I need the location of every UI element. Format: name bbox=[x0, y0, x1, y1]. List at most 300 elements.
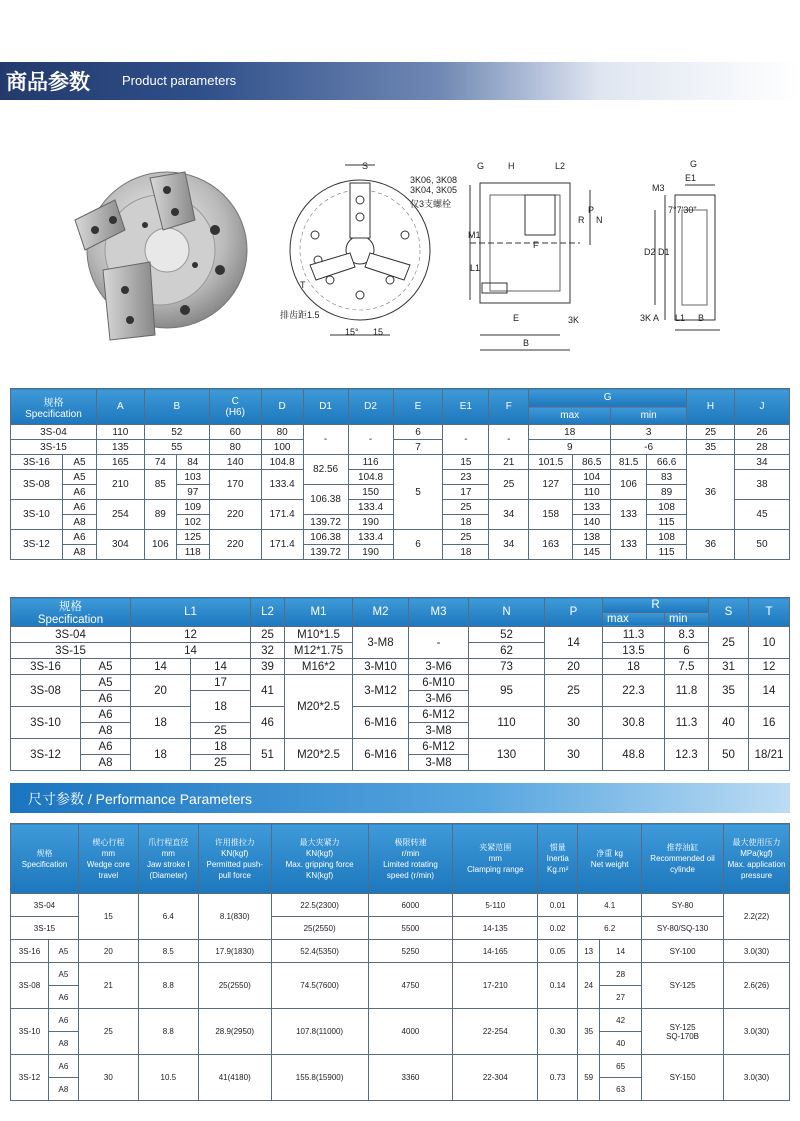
cell: 89 bbox=[144, 500, 176, 530]
cell: 25(2550) bbox=[198, 963, 271, 1009]
cell: 48.8 bbox=[603, 739, 665, 771]
cell: 22-304 bbox=[453, 1055, 538, 1101]
cell: 32 bbox=[251, 643, 285, 659]
variant-cell: A5 bbox=[81, 675, 131, 691]
cell: 12 bbox=[749, 659, 790, 675]
cell: 13.5 bbox=[603, 643, 665, 659]
cell: 106 bbox=[611, 470, 647, 500]
dim-label: 7°7'30" bbox=[668, 205, 697, 215]
cell: 106.38 bbox=[303, 485, 348, 515]
cell: 3 bbox=[611, 425, 687, 440]
dim-label: L1 bbox=[675, 313, 686, 323]
cell: 13 bbox=[578, 940, 600, 963]
cell: 116 bbox=[348, 455, 393, 470]
spec-cell: 3S-04 bbox=[11, 425, 97, 440]
cell: 8.5 bbox=[138, 940, 198, 963]
cell: 63 bbox=[600, 1078, 642, 1101]
cell: 145 bbox=[573, 545, 611, 560]
cell: 8.8 bbox=[138, 963, 198, 1009]
cell: 3360 bbox=[368, 1055, 453, 1101]
cell: 133 bbox=[573, 500, 611, 515]
cell: 2.2(22) bbox=[724, 894, 790, 940]
dim-label: H bbox=[508, 161, 515, 171]
cell: 18 bbox=[529, 425, 611, 440]
cell: 18 bbox=[443, 545, 489, 560]
cell: 14 bbox=[749, 675, 790, 707]
cell: 65 bbox=[600, 1055, 642, 1078]
cell: 0.14 bbox=[538, 963, 578, 1009]
cell: 21 bbox=[489, 455, 529, 470]
cell: 106.38 bbox=[303, 530, 348, 545]
cell: 101.5 bbox=[529, 455, 573, 470]
cell: 10.5 bbox=[138, 1055, 198, 1101]
cell: 41 bbox=[251, 675, 285, 707]
cell: 7.5 bbox=[665, 659, 709, 675]
cell: 14 bbox=[600, 940, 642, 963]
spec-cell: 3S-10 bbox=[11, 1009, 49, 1055]
cell: 6.4 bbox=[138, 894, 198, 940]
cell: 0.73 bbox=[538, 1055, 578, 1101]
dimensions-table-1 bbox=[10, 388, 790, 560]
variant-cell: A8 bbox=[81, 755, 131, 771]
cell: 118 bbox=[176, 545, 209, 560]
cell: 5250 bbox=[368, 940, 453, 963]
col-subheader: min bbox=[611, 407, 687, 425]
spec-cell: 3S-16 bbox=[11, 659, 81, 675]
cell: M20*2.5 bbox=[285, 739, 353, 771]
cell: 6-M12 bbox=[409, 739, 469, 755]
col-header: M3 bbox=[409, 598, 469, 627]
cell: 304 bbox=[96, 530, 144, 560]
cell: 171.4 bbox=[261, 500, 303, 530]
spec-cell: 3S-10 bbox=[11, 500, 63, 530]
col-header: J bbox=[734, 389, 789, 425]
cell: 18 bbox=[131, 707, 191, 739]
variant-cell: A8 bbox=[48, 1032, 78, 1055]
cell: 135 bbox=[96, 440, 144, 455]
cell: 110 bbox=[469, 707, 545, 739]
col-header: M1 bbox=[285, 598, 353, 627]
cell: 22.5(2300) bbox=[271, 894, 368, 917]
cell: 41(4180) bbox=[198, 1055, 271, 1101]
dim-label: 3K bbox=[568, 315, 580, 325]
cell: 12 bbox=[131, 627, 251, 643]
cell: 46 bbox=[251, 707, 285, 739]
cell: 51 bbox=[251, 739, 285, 771]
cell: 3.0(30) bbox=[724, 1009, 790, 1055]
col-header: 夹紧范围 mm Clamping range bbox=[453, 824, 538, 894]
cell: - bbox=[489, 425, 529, 455]
technical-drawings bbox=[270, 155, 790, 365]
cell: 18 bbox=[443, 515, 489, 530]
cell: 220 bbox=[209, 530, 261, 560]
cell: 171.4 bbox=[261, 530, 303, 560]
cell: 104.8 bbox=[261, 455, 303, 470]
cell: M12*1.75 bbox=[285, 643, 353, 659]
cell: 27 bbox=[600, 986, 642, 1009]
col-header: D2 bbox=[348, 389, 393, 425]
cell: 36 bbox=[687, 455, 735, 530]
spec-cell: 3S-12 bbox=[11, 530, 63, 560]
cell: 25 bbox=[191, 755, 251, 771]
cell: 5500 bbox=[368, 917, 453, 940]
cell: 6.2 bbox=[578, 917, 642, 940]
cell: 73 bbox=[469, 659, 545, 675]
variant-cell: A8 bbox=[81, 723, 131, 739]
spec-cell: 3S-04 bbox=[11, 627, 131, 643]
cell: 2.6(26) bbox=[724, 963, 790, 1009]
cell: 8.1(830) bbox=[198, 894, 271, 940]
cell: 38 bbox=[734, 470, 789, 500]
cell: 165 bbox=[96, 455, 144, 470]
cell: 18 bbox=[131, 739, 191, 771]
col-header: C (H6) bbox=[209, 389, 261, 425]
variant-cell: A6 bbox=[48, 1055, 78, 1078]
dim-label: P bbox=[588, 205, 595, 215]
cell: 30.8 bbox=[603, 707, 665, 739]
col-header: P bbox=[545, 598, 603, 627]
cell: - bbox=[409, 627, 469, 659]
col-subheader: min bbox=[665, 612, 709, 627]
cell: 60 bbox=[209, 425, 261, 440]
dim-label: B bbox=[523, 338, 530, 348]
cell: 14-165 bbox=[453, 940, 538, 963]
cell: 39 bbox=[251, 659, 285, 675]
cell: 80 bbox=[209, 440, 261, 455]
col-header: 净重 kg Net weight bbox=[578, 824, 642, 894]
variant-cell: A6 bbox=[81, 707, 131, 723]
dim-label: M3 bbox=[652, 183, 665, 193]
cell: 3.0(30) bbox=[724, 1055, 790, 1101]
col-header: G bbox=[529, 389, 687, 407]
cell: 108 bbox=[647, 500, 687, 515]
cell: 133.4 bbox=[348, 530, 393, 545]
cell: 21 bbox=[78, 963, 138, 1009]
cell: 138 bbox=[573, 530, 611, 545]
dim-label: L2 bbox=[555, 161, 566, 171]
dim-label: T bbox=[300, 280, 306, 290]
cell: 25 bbox=[687, 425, 735, 440]
col-header: L2 bbox=[251, 598, 285, 627]
cell: 25 bbox=[443, 500, 489, 515]
cell: 6 bbox=[393, 425, 443, 440]
col-header: R bbox=[603, 598, 709, 613]
cell: 25 bbox=[78, 1009, 138, 1055]
variant-cell: A6 bbox=[62, 485, 96, 500]
cell: 15 bbox=[78, 894, 138, 940]
cell: 17 bbox=[443, 485, 489, 500]
cell: 34 bbox=[489, 500, 529, 530]
cell: 4000 bbox=[368, 1009, 453, 1055]
cell: 50 bbox=[709, 739, 749, 771]
dimensions-table-2 bbox=[10, 597, 790, 771]
cell: 103 bbox=[176, 470, 209, 485]
cell: 6-M16 bbox=[353, 739, 409, 771]
col-header-spec: 规格 Specification bbox=[11, 389, 97, 425]
cell: 115 bbox=[647, 545, 687, 560]
cell: 42 bbox=[600, 1009, 642, 1032]
spec-cell: 3S-08 bbox=[11, 470, 63, 500]
col-header: N bbox=[469, 598, 545, 627]
cell: 130 bbox=[469, 739, 545, 771]
cell: 11.3 bbox=[603, 627, 665, 643]
cell: - bbox=[303, 425, 348, 455]
col-header: 爪行程直径 mm Jaw stroke I (Diameter) bbox=[138, 824, 198, 894]
dim-label: G bbox=[690, 159, 698, 169]
cell: M20*2.5 bbox=[285, 675, 353, 739]
cell: 25(2550) bbox=[271, 917, 368, 940]
col-header: 最大使用压力 MPa(kgf) Max. application pressure bbox=[724, 824, 790, 894]
cell: 18/21 bbox=[749, 739, 790, 771]
cell: 14 bbox=[191, 659, 251, 675]
cell: 66.6 bbox=[647, 455, 687, 470]
col-header: D1 bbox=[303, 389, 348, 425]
cell: 95 bbox=[469, 675, 545, 707]
cell: 110 bbox=[573, 485, 611, 500]
variant-cell: A5 bbox=[48, 963, 78, 986]
col-header: E bbox=[393, 389, 443, 425]
cell: 4750 bbox=[368, 963, 453, 1009]
cell: 36 bbox=[687, 530, 735, 560]
spec-cell: 3S-12 bbox=[11, 1055, 49, 1101]
cell: 190 bbox=[348, 545, 393, 560]
cell: 14 bbox=[131, 659, 191, 675]
cell: 139.72 bbox=[303, 515, 348, 530]
cell: 25 bbox=[489, 470, 529, 500]
cell: 104.8 bbox=[348, 470, 393, 485]
cell: 8.8 bbox=[138, 1009, 198, 1055]
header-title-cn: 商品参数 bbox=[6, 70, 90, 94]
col-header: M2 bbox=[353, 598, 409, 627]
cell: 18 bbox=[191, 739, 251, 755]
col-header: A bbox=[96, 389, 144, 425]
cell: 40 bbox=[600, 1032, 642, 1055]
variant-cell: A6 bbox=[81, 691, 131, 707]
cell: 30 bbox=[78, 1055, 138, 1101]
cell: 97 bbox=[176, 485, 209, 500]
variant-cell: A5 bbox=[48, 940, 78, 963]
cell: 22.3 bbox=[603, 675, 665, 707]
cell: 140 bbox=[573, 515, 611, 530]
cell: 4.1 bbox=[578, 894, 642, 917]
cell: 16 bbox=[749, 707, 790, 739]
col-header: B bbox=[144, 389, 209, 425]
col-header: 推荐油缸 Recommended oil cylinde bbox=[642, 824, 724, 894]
cell: 3-M8 bbox=[409, 723, 469, 739]
table-row bbox=[11, 455, 790, 470]
cell: 59 bbox=[578, 1055, 600, 1101]
header-title-en: Product parameters bbox=[122, 73, 237, 88]
cell: SY-80/SQ-130 bbox=[642, 917, 724, 940]
section-title-bar bbox=[10, 783, 790, 813]
cell: 25 bbox=[709, 627, 749, 659]
cell: 6-M12 bbox=[409, 707, 469, 723]
cell: 28 bbox=[734, 440, 789, 455]
cell: 3-M6 bbox=[409, 659, 469, 675]
variant-cell: A6 bbox=[81, 739, 131, 755]
cell: 25 bbox=[545, 675, 603, 707]
variant-cell: A6 bbox=[48, 986, 78, 1009]
cell: 22-254 bbox=[453, 1009, 538, 1055]
cell: 6-M10 bbox=[409, 675, 469, 691]
cell: 18 bbox=[603, 659, 665, 675]
col-header: F bbox=[489, 389, 529, 425]
cell: SY-125 bbox=[642, 963, 724, 1009]
cell: 133.4 bbox=[348, 500, 393, 515]
cell: 6 bbox=[665, 643, 709, 659]
cell: 18 bbox=[191, 691, 251, 723]
variant-cell: A5 bbox=[81, 659, 131, 675]
dim-label: S bbox=[362, 161, 369, 171]
cell: 23 bbox=[443, 470, 489, 485]
col-subheader: max bbox=[529, 407, 611, 425]
table-row bbox=[11, 425, 790, 440]
cell: 133 bbox=[611, 500, 647, 530]
cell: 104 bbox=[573, 470, 611, 485]
cell: -6 bbox=[611, 440, 687, 455]
cell: 84 bbox=[176, 455, 209, 470]
cell: 3-M8 bbox=[409, 755, 469, 771]
cell: 150 bbox=[348, 485, 393, 500]
cell: 25 bbox=[443, 530, 489, 545]
variant-cell: A8 bbox=[48, 1078, 78, 1101]
dim-label: E1 bbox=[685, 173, 697, 183]
spec-cell: 3S-10 bbox=[11, 707, 81, 739]
cell: 14 bbox=[545, 627, 603, 659]
cell: 28 bbox=[600, 963, 642, 986]
cell: 0.05 bbox=[538, 940, 578, 963]
cell: 6 bbox=[393, 530, 443, 560]
cell: 158 bbox=[529, 500, 573, 530]
variant-cell: A6 bbox=[62, 500, 96, 515]
col-header: D bbox=[261, 389, 303, 425]
product-photo bbox=[55, 170, 255, 345]
cell: 125 bbox=[176, 530, 209, 545]
cell: 6000 bbox=[368, 894, 453, 917]
cell: SY-100 bbox=[642, 940, 724, 963]
variant-cell: A8 bbox=[62, 545, 96, 560]
col-header: E1 bbox=[443, 389, 489, 425]
cell: 3-M10 bbox=[353, 659, 409, 675]
col-header: 最大夹紧力 KN(kgf) Max. gripping force KN(kgf) bbox=[271, 824, 368, 894]
cell: 80 bbox=[261, 425, 303, 440]
cell: 81.5 bbox=[611, 455, 647, 470]
cell: 86.5 bbox=[573, 455, 611, 470]
cell: 20 bbox=[131, 675, 191, 707]
cell: 8.3 bbox=[665, 627, 709, 643]
cell: SY-150 bbox=[642, 1055, 724, 1101]
cell: 190 bbox=[348, 515, 393, 530]
cell: 30 bbox=[545, 739, 603, 771]
cell: 107.8(11000) bbox=[271, 1009, 368, 1055]
cell: 20 bbox=[78, 940, 138, 963]
cell: 12.3 bbox=[665, 739, 709, 771]
col-header: 楔心行程 mm Wedge core travel bbox=[78, 824, 138, 894]
cell: 35 bbox=[709, 675, 749, 707]
cell: SY-80 bbox=[642, 894, 724, 917]
cell: 17.9(1830) bbox=[198, 940, 271, 963]
spec-cell: 3S-08 bbox=[11, 675, 81, 707]
cell: 9 bbox=[529, 440, 611, 455]
table-row bbox=[11, 440, 790, 455]
cell: 35 bbox=[578, 1009, 600, 1055]
performance-table bbox=[10, 823, 790, 1101]
cell: 115 bbox=[647, 515, 687, 530]
col-header: 极限转速 r/min Limited rotating speed (r/min) bbox=[368, 824, 453, 894]
cell: 20 bbox=[545, 659, 603, 675]
dim-label: 排齿距1.5 bbox=[280, 310, 320, 320]
cell: 163 bbox=[529, 530, 573, 560]
cell: 14 bbox=[131, 643, 251, 659]
dim-label: 3K06, 3K08 bbox=[410, 175, 458, 185]
cell: 127 bbox=[529, 470, 573, 500]
cell: M10*1.5 bbox=[285, 627, 353, 643]
cell: 210 bbox=[96, 470, 144, 500]
col-header: 许用推拉力 KN(kgf) Permitted push- pull force bbox=[198, 824, 271, 894]
cell: 50 bbox=[734, 530, 789, 560]
cell: 254 bbox=[96, 500, 144, 530]
cell: 34 bbox=[734, 455, 789, 470]
cell: 0.01 bbox=[538, 894, 578, 917]
dim-label: 15 bbox=[373, 327, 384, 337]
dim-label: L1 bbox=[470, 263, 481, 273]
spec-cell: 3S-15 bbox=[11, 643, 131, 659]
dim-label: 3K A bbox=[640, 313, 660, 323]
spec-cell: 3S-04 bbox=[11, 894, 79, 917]
cell: 74 bbox=[144, 455, 176, 470]
variant-cell: A8 bbox=[62, 515, 96, 530]
cell: 30 bbox=[545, 707, 603, 739]
cell: 35 bbox=[687, 440, 735, 455]
cell: 100 bbox=[261, 440, 303, 455]
cell: 52 bbox=[144, 425, 209, 440]
cell: 106 bbox=[144, 530, 176, 560]
spec-cell: 3S-15 bbox=[11, 440, 97, 455]
header-bar bbox=[0, 62, 800, 100]
cell: 139.72 bbox=[303, 545, 348, 560]
col-header: T bbox=[749, 598, 790, 627]
dim-label: 15° bbox=[345, 327, 359, 337]
cell: 110 bbox=[96, 425, 144, 440]
variant-cell: A6 bbox=[48, 1009, 78, 1032]
cell: 140 bbox=[209, 455, 261, 470]
dim-label: D1 bbox=[658, 247, 670, 257]
variant-cell: A5 bbox=[62, 455, 96, 470]
dim-label: 3K04, 3K05 bbox=[410, 185, 458, 195]
cell: 89 bbox=[647, 485, 687, 500]
cell: SY-125 SQ-170B bbox=[642, 1009, 724, 1055]
cell: 11.8 bbox=[665, 675, 709, 707]
col-subheader: max bbox=[603, 612, 665, 627]
cell: 28.9(2950) bbox=[198, 1009, 271, 1055]
col-header: H bbox=[687, 389, 735, 425]
cell: 170 bbox=[209, 470, 261, 500]
cell: 5 bbox=[393, 455, 443, 530]
cell: 25 bbox=[191, 723, 251, 739]
spec-cell: 3S-16 bbox=[11, 455, 63, 470]
cell: 40 bbox=[709, 707, 749, 739]
col-header: L1 bbox=[131, 598, 251, 627]
spec-cell: 3S-16 bbox=[11, 940, 49, 963]
dim-label: D2 bbox=[644, 247, 656, 257]
cell: 0.02 bbox=[538, 917, 578, 940]
cell: 25 bbox=[251, 627, 285, 643]
variant-cell: A6 bbox=[62, 530, 96, 545]
cell: 3-M6 bbox=[409, 691, 469, 707]
cell: 5-110 bbox=[453, 894, 538, 917]
cell: 85 bbox=[144, 470, 176, 500]
dim-label: 仅3支螺栓 bbox=[410, 199, 452, 209]
